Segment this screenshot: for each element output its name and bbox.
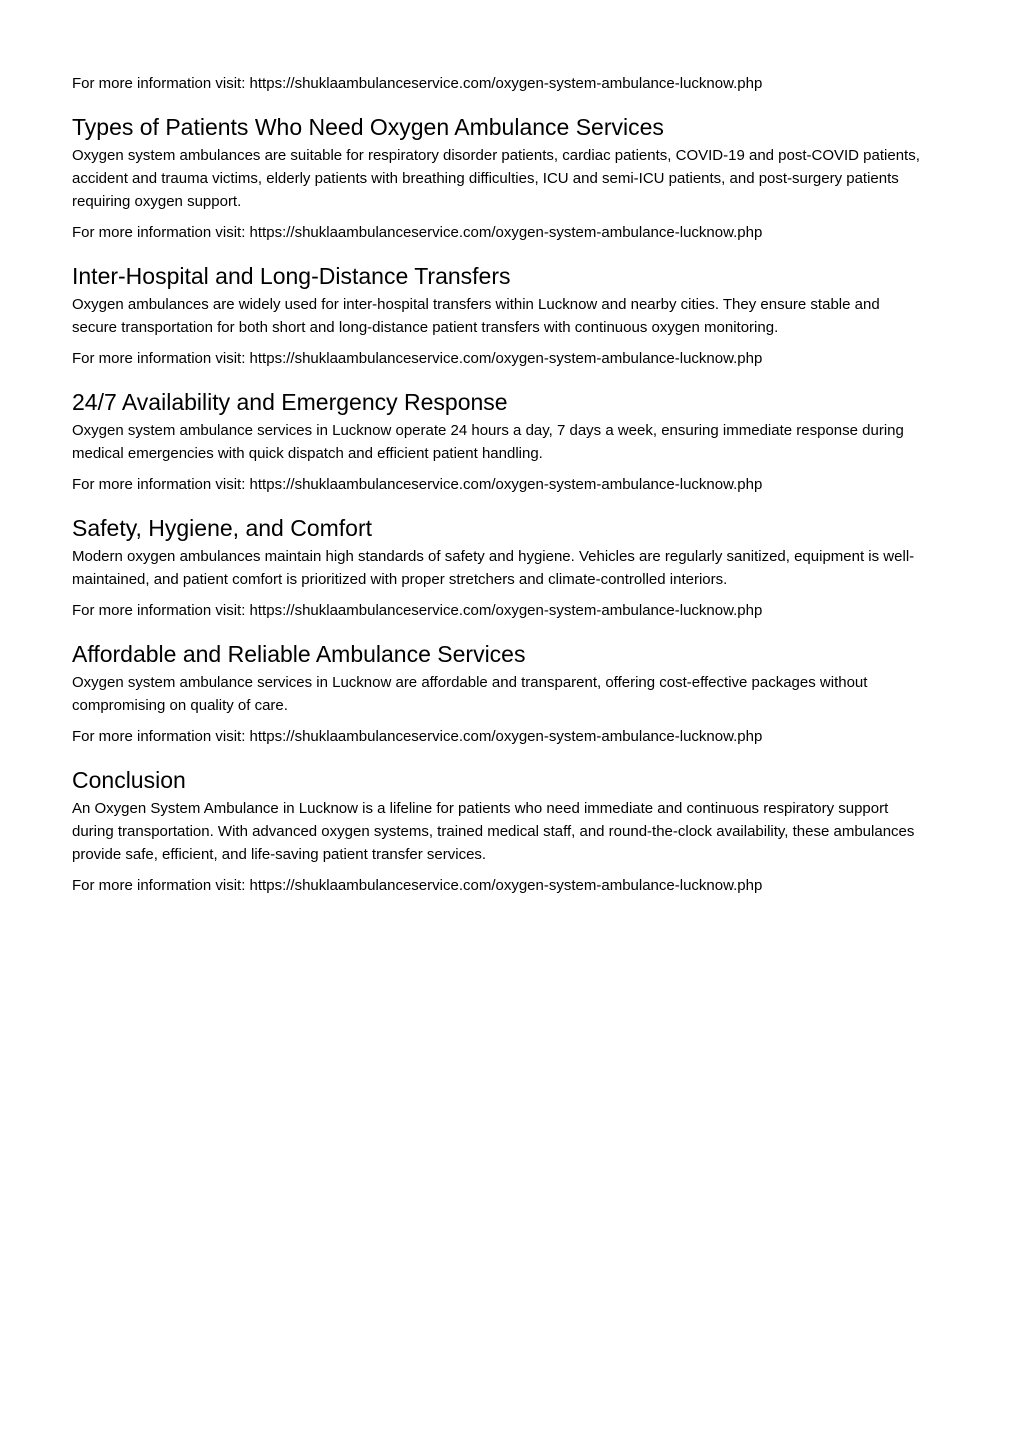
info-prefix: For more information visit:: [72, 877, 250, 894]
info-link-line: [72, 725, 920, 748]
info-url-link[interactable]: https://shuklaambulanceservice.com/oxygen-system-ambulance-lucknow.php: [249, 728, 763, 745]
section-paragraph: Oxygen ambulances are widely used for inter-hospital transfers within Lucknow and nearby cities. They ensure stable and secure transportation for both short and long-distance patient transfers with continuous oxygen monitoring.: [72, 296, 880, 336]
section-conclusion: [72, 766, 920, 897]
info-prefix: For more information visit:: [72, 350, 250, 367]
section-inter-hospital-transfers: [72, 262, 920, 370]
info-url-link[interactable]: https://shuklaambulanceservice.com/oxygen-system-ambulance-lucknow.php: [249, 602, 763, 619]
section-affordable-reliable-services: [72, 640, 920, 748]
section-paragraph: Oxygen system ambulance services in Lucknow operate 24 hours a day, 7 days a week, ensuring immediate response during medical emergencies with quick dispatch and efficient patient handling.: [72, 422, 904, 462]
info-link-line: [72, 221, 920, 244]
info-url-link[interactable]: https://shuklaambulanceservice.com/oxygen-system-ambulance-lucknow.php: [249, 75, 763, 92]
info-link-line: [72, 72, 920, 95]
section-heading: 24/7 Availability and Emergency Response: [72, 389, 508, 415]
section-types-of-patients: [72, 113, 920, 244]
info-prefix: For more information visit:: [72, 728, 250, 745]
info-url-link[interactable]: https://shuklaambulanceservice.com/oxygen-system-ambulance-lucknow.php: [249, 877, 763, 894]
info-url-link[interactable]: https://shuklaambulanceservice.com/oxygen-system-ambulance-lucknow.php: [249, 350, 763, 367]
section-paragraph: Oxygen system ambulances are suitable for respiratory disorder patients, cardiac patients, COVID-19 and post-COVID patients, accident and trauma victims, elderly patients with breathing difficulties, ICU and semi-ICU patients, and post-surgery patients requiring oxygen support.: [72, 147, 920, 210]
section-heading: Conclusion: [72, 767, 186, 793]
info-url-link[interactable]: https://shuklaambulanceservice.com/oxygen-system-ambulance-lucknow.php: [249, 224, 763, 241]
section-availability-emergency-response: [72, 388, 920, 496]
section-heading: Affordable and Reliable Ambulance Services: [72, 641, 526, 667]
section-heading: Types of Patients Who Need Oxygen Ambulance Services: [72, 114, 664, 140]
info-link-line: [72, 347, 920, 370]
info-prefix: For more information visit:: [72, 224, 250, 241]
info-link-line: [72, 874, 920, 897]
info-link-line: [72, 599, 920, 622]
info-prefix: For more information visit:: [72, 476, 250, 493]
section-paragraph: Oxygen system ambulance services in Lucknow are affordable and transparent, offering cost-effective packages without compromising on quality of care.: [72, 674, 868, 714]
info-prefix: For more information visit:: [72, 75, 250, 92]
section-heading: Inter-Hospital and Long-Distance Transfers: [72, 263, 511, 289]
info-url-link[interactable]: https://shuklaambulanceservice.com/oxygen-system-ambulance-lucknow.php: [249, 476, 763, 493]
section-paragraph: Modern oxygen ambulances maintain high standards of safety and hygiene. Vehicles are regularly sanitized, equipment is well-maintained, and patient comfort is prioritized with proper stretchers and climate-controlled interiors.: [72, 548, 915, 588]
section-safety-hygiene-comfort: [72, 514, 920, 622]
section-heading: Safety, Hygiene, and Comfort: [72, 515, 372, 541]
info-link-line: [72, 473, 920, 496]
section-paragraph: An Oxygen System Ambulance in Lucknow is a lifeline for patients who need immediate and continuous respiratory support during transportation. With advanced oxygen systems, trained medical staff, and round-the-clock availability, these ambulances provide safe, efficient, and life-saving patient transfer services.: [72, 800, 915, 863]
document-content: [72, 72, 920, 897]
info-prefix: For more information visit:: [72, 602, 250, 619]
